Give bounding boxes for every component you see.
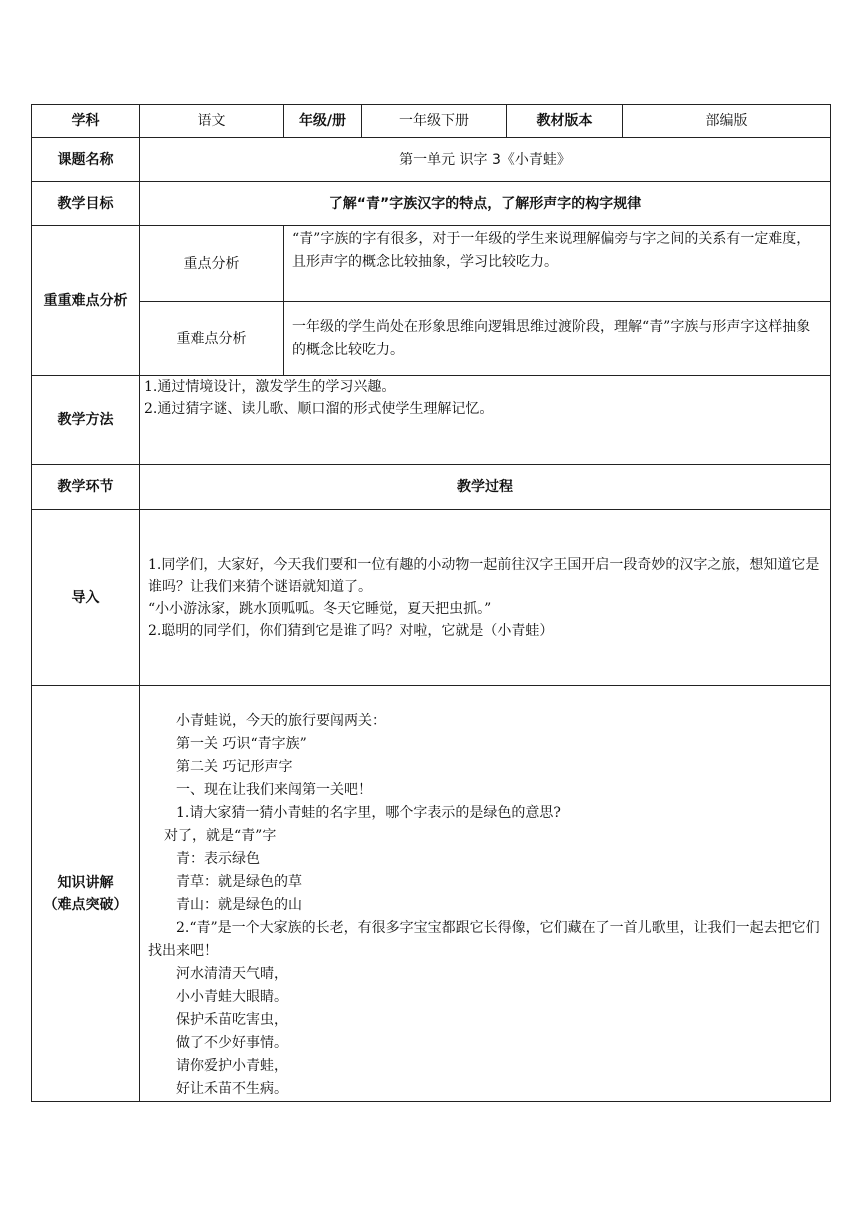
poem-line: 好让禾苗不生病。 <box>176 1081 288 1097</box>
method-row <box>32 376 831 465</box>
knowledge-row <box>32 686 831 1102</box>
steps-row <box>32 465 831 510</box>
poem-line: 保护禾苗吃害虫， <box>176 1012 288 1028</box>
knowledge-line: 小青蛙说，今天的旅行要闯两关： <box>176 713 386 729</box>
knowledge-line: 青：表示绿色 <box>176 851 260 867</box>
method-label: 教学方法 <box>32 376 140 465</box>
lesson-plan-page <box>31 104 830 1102</box>
method-item: 2.通过猜字谜、读儿歌、顺口溜的形式使学生理解记忆。 <box>144 401 494 417</box>
poem-line: 请你爱护小青蛙， <box>176 1058 288 1074</box>
intro-line: “小小游泳家，跳水顶呱呱。冬天它睡觉，夏天把虫抓。” <box>148 600 492 617</box>
poem-line: 小小青蛙大眼睛。 <box>176 989 288 1005</box>
poem-line: 做了不少好事情。 <box>176 1035 288 1051</box>
intro-label: 导入 <box>32 510 140 686</box>
knowledge-line: 青草：就是绿色的草 <box>176 874 302 890</box>
difficult-analysis-label: 重难点分析 <box>140 302 284 376</box>
knowledge-line: 2.“青”是一个大家族的长老，有很多字宝宝都跟它长得像，它们藏在了一首儿歌里，让我们一起去把它们找出来吧！ <box>148 920 820 959</box>
method-list <box>140 376 831 465</box>
header-row <box>32 105 831 138</box>
grade-label: 年级/册 <box>284 105 362 138</box>
poem-line: 河水清清天气晴， <box>176 966 288 982</box>
edition-value: 部编版 <box>623 105 831 138</box>
knowledge-line: 一、现在让我们来闯第一关吧！ <box>176 782 372 798</box>
knowledge-label-line1: 知识讲解 <box>57 874 114 891</box>
key-analysis-text: “青”字族的字有很多，对于一年级的学生来说理解偏旁与字之间的关系有一定难度，且形声字的概念比较抽象，学习比较吃力。 <box>284 226 831 302</box>
subject-value: 语文 <box>140 105 284 138</box>
method-item: 1.通过情境设计，激发学生的学习兴趣。 <box>144 379 396 395</box>
knowledge-line: 第二关 巧记形声字 <box>176 759 293 775</box>
intro-content <box>140 510 831 686</box>
knowledge-content <box>140 686 831 1102</box>
intro-line: 2.聪明的同学们，你们猜到它是谁了吗？对啦，它就是（小青蛙） <box>148 622 554 639</box>
lesson-label: 课题名称 <box>32 138 140 182</box>
edition-label: 教材版本 <box>507 105 623 138</box>
analysis-difficult-row <box>32 302 831 376</box>
intro-row <box>32 510 831 686</box>
steps-label: 教学环节 <box>32 465 140 510</box>
knowledge-line: 对了，就是“青”字 <box>164 828 277 844</box>
knowledge-line: 第一关 巧识“青字族” <box>176 736 307 752</box>
knowledge-line: 1.请大家猜一猜小青蛙的名字里，哪个字表示的是绿色的意思? <box>176 805 561 821</box>
grade-value: 一年级下册 <box>362 105 507 138</box>
process-heading: 教学过程 <box>140 465 831 510</box>
analysis-key-row <box>32 226 831 302</box>
goal-row <box>32 182 831 226</box>
lesson-title: 第一单元 识字 3《小青蛙》 <box>140 138 831 182</box>
intro-line: 1.同学们，大家好，今天我们要和一位有趣的小动物一起前往汉字王国开启一段奇妙的汉字之旅，想知道它是谁吗？让我们来猜个谜语就知道了。 <box>148 556 820 595</box>
lesson-plan-table <box>31 104 831 1102</box>
analysis-label: 重重难点分析 <box>32 226 140 376</box>
knowledge-label-line2: （难点突破） <box>43 896 128 913</box>
key-analysis-label: 重点分析 <box>140 226 284 302</box>
goal-label: 教学目标 <box>32 182 140 226</box>
difficult-analysis-text: 一年级的学生尚处在形象思维向逻辑思维过渡阶段，理解“青”字族与形声字这样抽象的概念比较吃力。 <box>284 302 831 376</box>
subject-label: 学科 <box>32 105 140 138</box>
knowledge-line: 青山：就是绿色的山 <box>176 897 302 913</box>
goal-text: 了解“青”字族汉字的特点，了解形声字的构字规律 <box>140 182 831 226</box>
knowledge-label <box>32 686 140 1102</box>
lesson-row <box>32 138 831 182</box>
